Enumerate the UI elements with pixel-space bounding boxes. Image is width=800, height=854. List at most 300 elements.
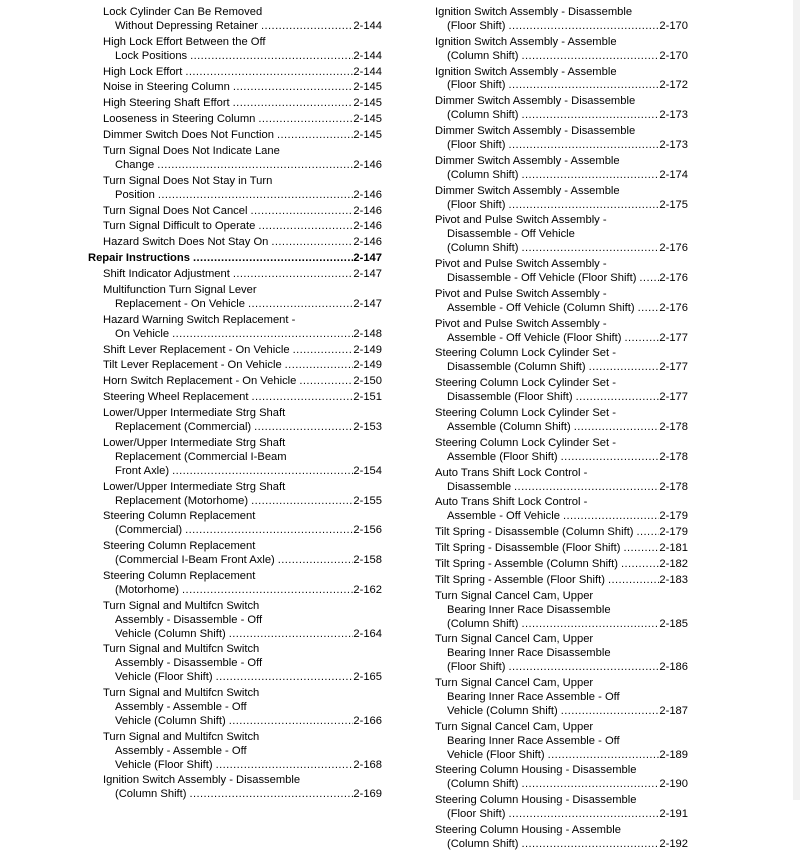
dot-leader — [277, 129, 353, 143]
dot-leader — [522, 778, 660, 792]
toc-entry-title: Disassemble - Off Vehicle (Floor Shift) — [447, 272, 637, 285]
toc-entry-line — [435, 604, 688, 618]
toc-entry-title: Assembly - Disassemble - Off — [115, 613, 263, 626]
dot-leader — [233, 97, 354, 111]
toc-entry — [435, 258, 688, 286]
toc-entry-line — [103, 524, 382, 538]
toc-entry-title: Turn Signal Cancel Cam, Upper — [435, 677, 594, 690]
toc-entry-title: Dimmer Switch Assembly - Disassemble — [435, 125, 636, 138]
dot-leader — [508, 661, 659, 675]
dot-leader — [522, 109, 660, 123]
toc-entry-title: Assemble - Off Vehicle (Column Shift) — [447, 301, 635, 314]
toc-entry-title: (Floor Shift) — [447, 198, 506, 211]
toc-entry-title: Hazard Switch Does Not Stay On — [103, 236, 269, 249]
toc-entry-title: Assemble - Off Vehicle (Floor Shift) — [447, 331, 622, 344]
toc-entry-title: Turn Signal Does Not Indicate Lane — [103, 145, 280, 158]
toc-entry — [103, 643, 382, 685]
toc-entry-title: Auto Trans Shift Lock Control - — [435, 466, 588, 479]
toc-page-number: 2-189 — [659, 748, 688, 761]
dot-leader — [576, 391, 660, 405]
toc-page-number: 2-168 — [353, 758, 382, 771]
toc-entry — [103, 687, 382, 729]
toc-entry-line — [435, 66, 688, 80]
dot-leader — [158, 189, 354, 203]
toc-entry-line — [103, 437, 382, 451]
toc-entry-line — [103, 465, 382, 479]
toc-entry-title: Vehicle (Floor Shift) — [115, 671, 213, 684]
toc-entry-title: Turn Signal and Multifcn Switch — [103, 643, 260, 656]
toc-page-number: 2-181 — [659, 542, 688, 555]
toc-entry — [103, 268, 382, 282]
dot-leader — [625, 332, 660, 346]
toc-entry-line — [435, 36, 688, 50]
toc-entry-title: Ignition Switch Assembly - Disassemble — [103, 774, 301, 787]
toc-entry — [103, 510, 382, 538]
toc-entry-line — [103, 600, 382, 614]
toc-entry — [103, 359, 382, 373]
dot-leader — [248, 298, 353, 312]
toc-entry-title: Assemble - Off Vehicle — [447, 510, 560, 523]
dot-leader — [233, 81, 354, 95]
toc-entry-title: (Column Shift) — [447, 617, 519, 630]
toc-entry-title: Turn Signal Cancel Cam, Upper — [435, 589, 594, 602]
dot-leader — [233, 268, 354, 282]
toc-page-number: 2-166 — [353, 714, 382, 727]
toc-entry-line — [435, 705, 688, 719]
toc-entry — [435, 558, 688, 572]
toc-entry — [435, 437, 688, 465]
dot-leader — [508, 20, 659, 34]
toc-entry-title: Steering Column Replacement — [103, 510, 256, 523]
toc-right-column — [435, 6, 688, 854]
toc-entry — [435, 377, 688, 405]
toc-entry-line — [435, 633, 688, 647]
toc-entry-title: Shift Lever Replacement - On Vehicle — [103, 343, 290, 356]
toc-entry-line — [103, 614, 382, 628]
toc-entry — [435, 95, 688, 123]
toc-page-number: 2-191 — [659, 808, 688, 821]
toc-entry-title: Shift Indicator Adjustment — [103, 268, 230, 281]
toc-entry-title: Steering Column Lock Cylinder Set - — [435, 436, 616, 449]
toc-entry-line — [103, 584, 382, 598]
dot-leader — [190, 50, 353, 64]
dot-leader — [522, 618, 660, 632]
dot-leader — [563, 510, 659, 524]
toc-page-number: 2-176 — [659, 301, 688, 314]
toc-entry — [435, 214, 688, 256]
toc-entry-line — [103, 788, 382, 802]
toc-entry-line — [103, 715, 382, 729]
toc-entry — [435, 318, 688, 346]
toc-entry-line — [435, 691, 688, 705]
toc-entry-title: Ignition Switch Assembly - Assemble — [435, 35, 617, 48]
toc-entry-line — [103, 344, 382, 358]
toc-entry-line — [103, 50, 382, 64]
toc-entry-line — [103, 570, 382, 584]
dot-leader — [271, 236, 353, 250]
toc-page-number: 2-174 — [659, 168, 688, 181]
toc-entry — [103, 774, 382, 802]
dot-leader — [508, 199, 659, 213]
toc-entry-line — [435, 125, 688, 139]
dot-leader — [185, 524, 353, 538]
toc-entry — [103, 145, 382, 173]
toc-page-number: 2-169 — [353, 788, 382, 801]
toc-entry-title: Bearing Inner Race Disassemble — [447, 647, 611, 660]
toc-entry-title: High Lock Effort — [103, 65, 183, 78]
toc-entry-line — [435, 109, 688, 123]
toc-entry-line — [103, 495, 382, 509]
toc-entry-line — [103, 189, 382, 203]
toc-entry-title: Assembly - Assemble - Off — [115, 700, 247, 713]
toc-entry-title: Change — [115, 158, 155, 171]
toc-entry-line — [435, 824, 688, 838]
dot-leader — [229, 715, 354, 729]
dot-leader — [216, 759, 354, 773]
toc-page-number: 2-145 — [353, 129, 382, 142]
toc-entry-line — [435, 735, 688, 749]
toc-entry — [103, 600, 382, 642]
toc-entry-line — [103, 314, 382, 328]
toc-entry-title: Lower/Upper Intermediate Strg Shaft — [103, 480, 286, 493]
toc-entry-line — [435, 391, 688, 405]
toc-entry-line — [435, 228, 688, 242]
toc-page-number: 2-176 — [659, 272, 688, 285]
toc-entry-title: Replacement (Commercial) — [115, 421, 252, 434]
toc-entry — [435, 125, 688, 153]
toc-entry-title: (Column Shift) — [447, 109, 519, 122]
toc-page-number: 2-145 — [353, 81, 382, 94]
toc-entry-title: Tilt Spring - Assemble (Column Shift) — [435, 557, 618, 570]
toc-entry-line — [435, 361, 688, 375]
toc-entry — [435, 185, 688, 213]
toc-entry — [435, 288, 688, 316]
toc-entry-line — [435, 778, 688, 792]
toc-page-number: 2-177 — [659, 391, 688, 404]
dot-leader — [508, 139, 659, 153]
toc-page-number: 2-178 — [659, 480, 688, 493]
toc-entry-line — [435, 20, 688, 34]
toc-page-number: 2-146 — [353, 188, 382, 201]
toc-entry-line — [435, 421, 688, 435]
dot-leader — [514, 481, 659, 495]
toc-page-number: 2-183 — [659, 573, 688, 586]
toc-entry — [103, 113, 382, 127]
dot-leader — [172, 465, 353, 479]
toc-entry-title: Steering Column Lock Cylinder Set - — [435, 377, 616, 390]
toc-page-number: 2-147 — [353, 297, 382, 310]
toc-entry — [103, 66, 382, 80]
toc-entry-line — [435, 590, 688, 604]
toc-entry-line — [435, 6, 688, 20]
toc-entry-title: Pivot and Pulse Switch Assembly - — [435, 258, 607, 271]
toc-entry-title: Steering Wheel Replacement — [103, 391, 249, 404]
toc-entry-line — [435, 407, 688, 421]
toc-section-heading — [88, 252, 382, 266]
toc-entry-line — [103, 175, 382, 189]
toc-entry-title: Lower/Upper Intermediate Strg Shaft — [103, 407, 286, 420]
toc-entry-line — [103, 671, 382, 685]
toc-page-number: 2-158 — [353, 554, 382, 567]
dot-leader — [574, 421, 660, 435]
toc-entry-title: Steering Column Lock Cylinder Set - — [435, 407, 616, 420]
toc-entry — [103, 407, 382, 435]
toc-entry — [103, 175, 382, 203]
toc-entry — [435, 155, 688, 183]
dot-leader — [639, 272, 659, 286]
toc-entry — [435, 36, 688, 64]
toc-page-number: 2-144 — [353, 19, 382, 32]
dot-leader — [285, 359, 354, 373]
toc-entry-title: Disassemble - Off Vehicle — [447, 228, 575, 241]
dot-leader — [216, 671, 354, 685]
toc-entry-line — [103, 236, 382, 250]
dot-leader — [258, 220, 353, 234]
toc-entry-title: (Column Shift) — [447, 242, 519, 255]
toc-entry-line — [103, 20, 382, 34]
toc-entry-title: Vehicle (Column Shift) — [447, 704, 558, 717]
toc-entry-title: Dimmer Switch Assembly - Disassemble — [435, 95, 636, 108]
toc-page-number: 2-176 — [659, 242, 688, 255]
toc-page-number: 2-187 — [659, 704, 688, 717]
toc-entry-title: Bearing Inner Race Disassemble — [447, 603, 611, 616]
toc-entry-line — [103, 407, 382, 421]
toc-entry-line — [435, 272, 688, 286]
toc-entry-line — [103, 421, 382, 435]
toc-entry-line — [435, 199, 688, 213]
toc-entry-title: (Floor Shift) — [447, 139, 506, 152]
toc-entry-title: Pivot and Pulse Switch Assembly - — [435, 317, 607, 330]
toc-entry-line — [103, 129, 382, 143]
toc-entry-title: Repair Instructions — [88, 252, 190, 265]
toc-page-number: 2-149 — [353, 359, 382, 372]
toc-page-number: 2-146 — [353, 220, 382, 233]
toc-entry — [103, 731, 382, 773]
toc-entry-title: Disassemble (Floor Shift) — [447, 391, 573, 404]
toc-entry-title: Lock Positions — [115, 49, 188, 62]
toc-entry — [435, 6, 688, 34]
toc-entry-title: (Floor Shift) — [447, 19, 506, 32]
toc-entry-line — [435, 214, 688, 228]
dot-leader — [258, 113, 353, 127]
toc-entry — [435, 590, 688, 632]
dot-leader — [185, 66, 353, 80]
toc-entry-line — [103, 359, 382, 373]
toc-entry-title: High Lock Effort Between the Off — [103, 35, 266, 48]
toc-entry — [435, 467, 688, 495]
toc-entry-title: (Floor Shift) — [447, 661, 506, 674]
toc-page-number: 2-144 — [353, 49, 382, 62]
toc-entry-line — [435, 451, 688, 465]
toc-page-number: 2-179 — [659, 510, 688, 523]
toc-entry — [435, 721, 688, 763]
toc-entry-title: Turn Signal Cancel Cam, Upper — [435, 633, 594, 646]
dot-leader — [637, 526, 660, 540]
toc-entry-line — [435, 764, 688, 778]
dot-leader — [172, 328, 353, 342]
toc-entry-title: Replacement (Commercial I-Beam — [115, 450, 287, 463]
toc-entry-line — [435, 332, 688, 346]
toc-entry-line — [103, 66, 382, 80]
toc-entry-line — [435, 496, 688, 510]
toc-entry-title: (Floor Shift) — [447, 808, 506, 821]
toc-page-number: 2-192 — [659, 837, 688, 850]
toc-page-number: 2-172 — [659, 79, 688, 92]
toc-page-number: 2-164 — [353, 627, 382, 640]
toc-entry — [103, 570, 382, 598]
toc-entry-title: Tilt Spring - Assemble (Floor Shift) — [435, 573, 605, 586]
toc-entry-line — [435, 139, 688, 153]
toc-entry — [435, 542, 688, 556]
toc-entry-line — [435, 721, 688, 735]
toc-entry-title: (Commercial I-Beam Front Axle) — [115, 554, 275, 567]
toc-entry-title: Disassemble (Column Shift) — [447, 361, 586, 374]
toc-entry-line — [435, 288, 688, 302]
toc-entry-line — [435, 542, 688, 556]
toc-entry-title: Turn Signal Does Not Cancel — [103, 204, 248, 217]
dot-leader — [278, 554, 354, 568]
toc-entry-title: Vehicle (Column Shift) — [115, 714, 226, 727]
toc-entry-line — [435, 95, 688, 109]
toc-entry-title: Ignition Switch Assembly - Disassemble — [435, 6, 633, 18]
toc-entry — [103, 6, 382, 34]
toc-entry-title: Bearing Inner Race Assemble - Off — [447, 690, 620, 703]
toc-entry-title: Turn Signal and Multifcn Switch — [103, 730, 260, 743]
toc-page-number: 2-146 — [353, 236, 382, 249]
toc-entry-line — [103, 657, 382, 671]
dot-leader — [623, 542, 659, 556]
toc-page-number: 2-151 — [353, 391, 382, 404]
dot-leader — [508, 79, 659, 93]
toc-entry-line — [435, 302, 688, 316]
toc-page-number: 2-148 — [353, 327, 382, 340]
toc-entry-line — [103, 36, 382, 50]
toc-page-number: 2-178 — [659, 450, 688, 463]
toc-entry-title: High Steering Shaft Effort — [103, 97, 230, 110]
toc-entry-line — [435, 467, 688, 481]
toc-entry-line — [103, 774, 382, 788]
toc-entry — [435, 677, 688, 719]
toc-page-number: 2-153 — [353, 421, 382, 434]
toc-entry-line — [435, 258, 688, 272]
toc-entry — [435, 574, 688, 588]
toc-page-number: 2-162 — [353, 583, 382, 596]
toc-entry — [435, 764, 688, 792]
toc-entry-line — [103, 298, 382, 312]
toc-page-number: 2-178 — [659, 420, 688, 433]
toc-entry-line — [435, 749, 688, 763]
dot-leader — [193, 252, 353, 266]
toc-entry-line — [103, 81, 382, 95]
toc-entry-line — [435, 155, 688, 169]
toc-entry-title: Dimmer Switch Assembly - Assemble — [435, 184, 620, 197]
toc-entry-title: Tilt Spring - Disassemble (Column Shift) — [435, 526, 634, 539]
toc-entry-title: Steering Column Replacement — [103, 569, 256, 582]
toc-entry-line — [435, 347, 688, 361]
toc-entry-title: Assembly - Disassemble - Off — [115, 657, 263, 670]
toc-entry-title: Tilt Lever Replacement - On Vehicle — [103, 359, 282, 372]
toc-entry-line — [103, 554, 382, 568]
toc-entry-line — [435, 647, 688, 661]
toc-entry-line — [435, 169, 688, 183]
toc-entry-title: Dimmer Switch Does Not Function — [103, 129, 274, 142]
toc-entry-title: Ignition Switch Assembly - Assemble — [435, 65, 617, 78]
toc-entry-line — [103, 687, 382, 701]
toc-entry-title: (Column Shift) — [447, 49, 519, 62]
toc-entry-title: Turn Signal and Multifcn Switch — [103, 687, 260, 700]
dot-leader — [182, 584, 353, 598]
toc-page-number: 2-156 — [353, 524, 382, 537]
toc-entry-line — [435, 50, 688, 64]
toc-entry-line — [435, 318, 688, 332]
toc-page-number: 2-147 — [353, 252, 382, 265]
toc-page-number: 2-185 — [659, 617, 688, 630]
dot-leader — [561, 705, 660, 719]
toc-entry-line — [103, 6, 382, 20]
dot-leader — [251, 495, 353, 509]
toc-entry-line — [103, 145, 382, 159]
toc-entry-title: Steering Column Replacement — [103, 540, 256, 553]
toc-entry — [103, 391, 382, 405]
dot-leader — [252, 391, 354, 405]
toc-entry-title: (Commercial) — [115, 524, 183, 537]
toc-entry-line — [103, 643, 382, 657]
toc-entry-line — [435, 574, 688, 588]
toc-entry-line — [435, 242, 688, 256]
toc-entry-title: Steering Column Lock Cylinder Set - — [435, 347, 616, 360]
toc-page-number: 2-170 — [659, 19, 688, 32]
toc-entry-title: Turn Signal Difficult to Operate — [103, 220, 256, 233]
dot-leader — [608, 574, 659, 588]
toc-entry — [435, 66, 688, 94]
toc-entry-line — [103, 220, 382, 234]
toc-entry-line — [435, 437, 688, 451]
toc-entry-line — [435, 558, 688, 572]
toc-entry-title: Replacement (Motorhome) — [115, 494, 249, 507]
toc-entry-title: Pivot and Pulse Switch Assembly - — [435, 287, 607, 300]
toc-entry-line — [435, 526, 688, 540]
toc-page-number: 2-165 — [353, 671, 382, 684]
toc-page-number: 2-177 — [659, 331, 688, 344]
toc-entry-line — [435, 185, 688, 199]
toc-entry-title: Vehicle (Floor Shift) — [115, 758, 213, 771]
toc-entry — [103, 540, 382, 568]
toc-page-number: 2-150 — [353, 375, 382, 388]
toc-entry-title: Front Axle) — [115, 464, 170, 477]
dot-leader — [254, 421, 353, 435]
toc-entry — [435, 824, 688, 852]
toc-entry-title: Turn Signal and Multifcn Switch — [103, 599, 260, 612]
toc-entry-title: Disassemble — [447, 480, 512, 493]
dot-leader — [561, 451, 660, 465]
dot-leader — [522, 838, 660, 852]
toc-entry-title: Vehicle (Column Shift) — [115, 627, 226, 640]
toc-page-number: 2-177 — [659, 361, 688, 374]
toc-entry-title: Vehicle (Floor Shift) — [447, 748, 545, 761]
toc-entry-title: Lower/Upper Intermediate Strg Shaft — [103, 436, 286, 449]
toc-entry-title: Assembly - Assemble - Off — [115, 744, 247, 757]
toc-entry-line — [103, 159, 382, 173]
toc-entry-title: Looseness in Steering Column — [103, 113, 256, 126]
toc-entry — [435, 633, 688, 675]
toc-entry-line — [435, 377, 688, 391]
toc-entry — [103, 344, 382, 358]
toc-entry — [103, 481, 382, 509]
toc-entry-title: Without Depressing Retainer — [115, 19, 259, 32]
toc-entry-title: (Column Shift) — [115, 788, 187, 801]
toc-entry — [435, 496, 688, 524]
page-edge — [793, 0, 800, 800]
